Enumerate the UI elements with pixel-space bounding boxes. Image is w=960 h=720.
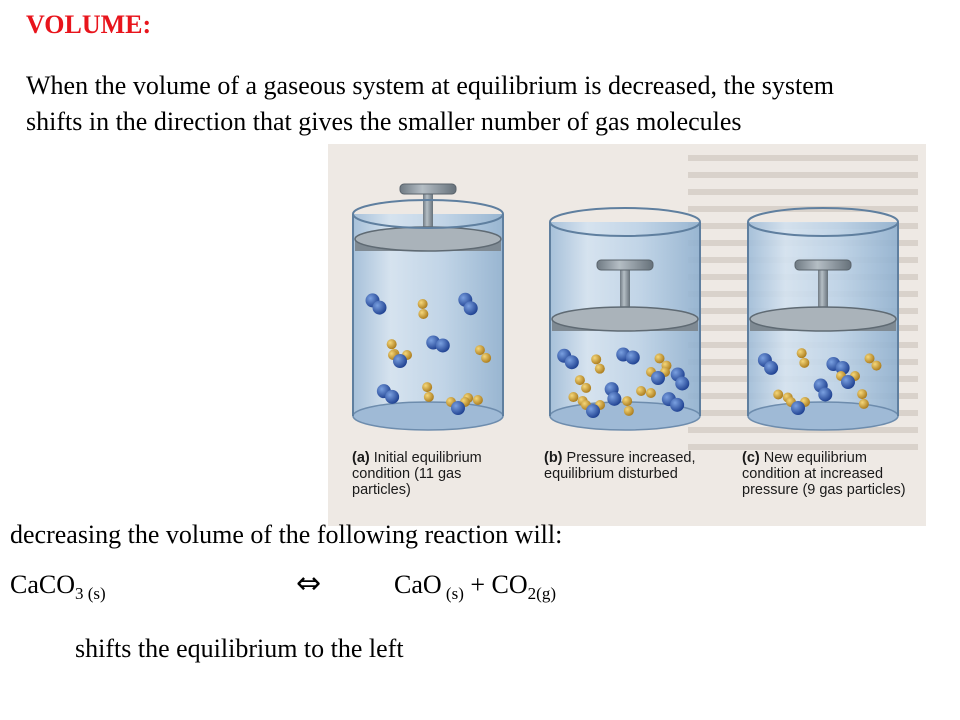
slide-heading: VOLUME: [26, 10, 152, 39]
caption-a [352, 450, 512, 498]
equilibrium-figure [328, 144, 926, 526]
caption-c-letter: (c) [742, 450, 760, 466]
answer-text: shifts the equilibrium to the left [75, 634, 404, 663]
reactant-state: (s) [87, 584, 106, 604]
question-text: decreasing the volume of the following reaction will: [10, 520, 563, 549]
caption-a-letter: (a) [352, 450, 370, 466]
product2-formula: CO [491, 570, 528, 599]
caption-b-text: Pressure increased, equilibrium disturbed [544, 450, 696, 482]
caption-b-letter: (b) [544, 450, 563, 466]
intro-paragraph: When the volume of a gaseous system at equilibrium is decreased, the system shifts in the direction that gives the smaller number of gas molecules [26, 71, 834, 136]
reactant-subscript: 3 [75, 584, 84, 604]
caption-c-text: New equilibrium condition at increased pressure (9 gas particles) [742, 450, 906, 498]
caption-c [742, 450, 924, 498]
product2-subscript: 2(g) [527, 584, 556, 604]
products [394, 570, 556, 604]
product1-state: (s) [445, 584, 464, 604]
product1-formula: CaO [394, 570, 442, 599]
reactant [10, 570, 106, 604]
plus-sign: + [470, 570, 486, 599]
caption-b [544, 450, 714, 482]
equilibrium-arrow-icon: ⇔ [296, 566, 322, 601]
caption-a-text: Initial equilibrium condition (11 gas particles) [352, 450, 482, 498]
reactant-formula: CaCO [10, 570, 75, 599]
